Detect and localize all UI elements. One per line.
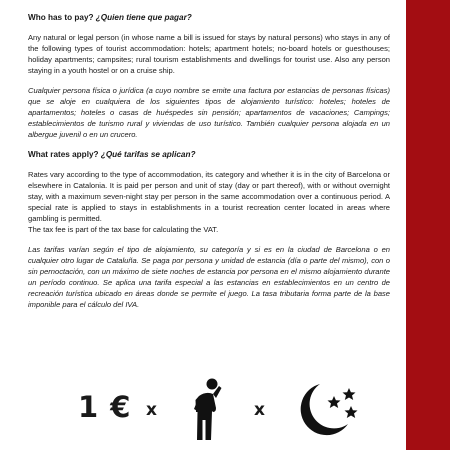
moon-stars-icon <box>290 378 362 447</box>
heading-spanish: ¿Quien tiene que pagar? <box>95 13 192 22</box>
section-heading-rates <box>28 149 390 160</box>
paragraph-spanish: Cualquier persona física o jurídica (a cuyo nombre se emite una factura por estancias de personas físicas) que se aloje en cualquiera de los siguientes tipos de alojamiento turístico: hoteles; hoteles de apartamentos; hoteles o casas de huéspedes sin pensión; apartamentos de vacaciones; Campings; establecimientos de turismo rural y viviendas de uso turístico. También cualquier persona alojada en un albergue juvenil o en un crucero. <box>28 86 390 139</box>
paragraph-spanish: Las tarifas varían según el tipo de alojamiento, su categoría y si es en la ciudad de Barcelona o en cualquier otro lugar de Cataluña. Se paga por persona y unidad de estancia (día o parte del mismo), con o sin pernoctación, con un máximo de siete noches de estancia por persona en el mismo alojamiento durante un período continuo. Se aplica una tarifa especial a las estancias en establecimientos en un centro de recreación turística ubicado en áreas donde se permite el juego. La tasa tributaria forma parte de la base imponible para el cálculo del IVA. <box>28 245 390 309</box>
person-walking-icon <box>186 378 228 447</box>
amount-per-unit: 1 € <box>78 390 132 424</box>
paragraph-english: Rates vary according to the type of accommodation, its category and whether it is in the city of Barcelona or elsewhere in Catalonia. It is paid per person and unit of stay (day or part thereof), with or without overnight stay, with a maximum seven-night stay per person in the same accommodation over a continuous period. A special rate is applied to stays in establishments in a tourist recreation center located in areas where gambling is permitted. <box>28 170 390 223</box>
paragraph-english-vat: The tax fee is part of the tax base for calculating the VAT. <box>28 225 219 234</box>
accent-bar <box>406 0 450 450</box>
multiply-sign: x <box>254 400 265 420</box>
multiply-sign: x <box>146 400 157 420</box>
paragraph-english: Any natural or legal person (in whose name a bill is issued for stays by natural persons) who stays in any of the following types of tourist accommodation: hotels; apartment hotels; no-board hotels or guesthouses; holiday apartments; campsites; rural tourism establishments and dwellings for tourist use. Also any person staying in a youth hostel or on a cruise ship. <box>28 33 390 75</box>
main-content <box>28 12 390 319</box>
tax-formula <box>78 378 368 442</box>
heading-english: What rates apply? <box>28 150 99 159</box>
section-heading-who-pays <box>28 12 390 23</box>
heading-spanish: ¿Qué tarifas se aplican? <box>100 150 196 159</box>
heading-english: Who has to pay? <box>28 13 94 22</box>
